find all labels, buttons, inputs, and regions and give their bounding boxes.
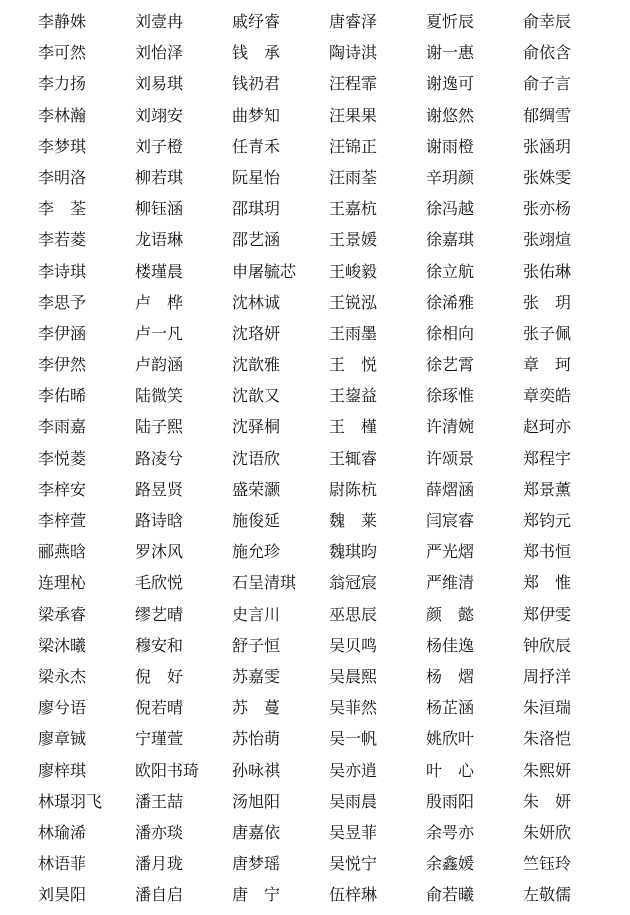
name-cell: 林瑜浠 — [38, 822, 87, 842]
name-cell: 叶 心 — [426, 760, 475, 780]
name-cell: 朱洹瑞 — [523, 698, 572, 718]
name-cell: 舒子恒 — [232, 635, 281, 655]
name-cell: 郑钧元 — [523, 511, 572, 530]
name-cell: 李梓萱 — [38, 511, 87, 530]
name-cell: 沈驿桐 — [232, 417, 281, 437]
name-cell: 苏怡萌 — [232, 729, 281, 749]
name-cell: 林璟羽飞 — [38, 791, 103, 811]
name-cell: 陶诗淇 — [329, 43, 378, 63]
name-cell: 卢韵涵 — [135, 355, 184, 375]
name-cell: 刘子橙 — [135, 136, 184, 156]
name-cell: 杨 熠 — [426, 666, 475, 686]
name-cell: 张子佩 — [523, 323, 572, 343]
name-cell: 施允珍 — [232, 542, 281, 562]
name-cell: 欧阳书琦 — [135, 760, 200, 780]
name-cell: 魏琪昀 — [329, 542, 378, 562]
name-cell: 汪锦正 — [329, 136, 378, 156]
name-cell: 廖章铖 — [38, 729, 87, 749]
name-cell: 朱 妍 — [523, 791, 572, 811]
name-cell: 张涵玥 — [523, 136, 572, 156]
name-cell: 刘易琪 — [135, 74, 184, 94]
name-cell: 邵琪玥 — [232, 199, 281, 219]
name-cell: 严维清 — [426, 573, 475, 593]
name-cell: 路诗晗 — [135, 511, 184, 530]
name-cell: 廖梓琪 — [38, 760, 87, 780]
name-cell: 杨芷涵 — [426, 698, 475, 718]
name-cell: 徐琢惟 — [426, 386, 475, 406]
name-row — [38, 567, 618, 598]
name-row — [38, 37, 618, 68]
name-cell: 徐浠雅 — [426, 292, 475, 312]
name-cell: 汪果果 — [329, 105, 378, 125]
name-cell: 曲梦知 — [232, 105, 281, 125]
name-cell: 张姝雯 — [523, 167, 572, 187]
name-cell: 郑伊雯 — [523, 604, 572, 624]
name-cell: 闫宸睿 — [426, 511, 475, 530]
name-cell: 郑程宇 — [523, 448, 572, 468]
name-cell: 周抒洋 — [523, 666, 572, 686]
name-row — [38, 536, 618, 567]
name-cell: 刘壹冉 — [135, 12, 184, 31]
name-cell: 杨佳逸 — [426, 635, 475, 655]
name-row — [38, 786, 618, 817]
name-cell: 廖兮语 — [38, 698, 87, 718]
name-cell: 龙语琳 — [135, 230, 184, 250]
name-cell: 谢悠然 — [426, 105, 475, 125]
name-cell: 王 悦 — [329, 355, 378, 375]
name-cell: 李诗琪 — [38, 261, 87, 281]
name-cell: 潘王喆 — [135, 791, 184, 811]
name-row — [38, 6, 618, 37]
name-row — [38, 879, 618, 910]
name-cell: 梁承睿 — [38, 604, 87, 624]
name-cell: 辛玥颜 — [426, 167, 475, 187]
name-cell: 楼瑾晨 — [135, 261, 184, 281]
name-cell: 薛熠涵 — [426, 479, 475, 499]
name-cell: 石呈清琪 — [232, 573, 297, 593]
name-cell: 唐梦瑶 — [232, 854, 281, 874]
name-cell: 章 珂 — [523, 355, 572, 375]
name-cell: 汤旭阳 — [232, 791, 281, 811]
name-cell: 邵艺涵 — [232, 230, 281, 250]
name-cell: 尉陈杭 — [329, 479, 378, 499]
name-cell: 翁冠宸 — [329, 573, 378, 593]
name-cell: 魏 莱 — [329, 511, 378, 530]
name-cell: 郑书恒 — [523, 542, 572, 562]
name-cell: 柳钰涵 — [135, 199, 184, 219]
name-cell: 李梦琪 — [38, 136, 87, 156]
name-cell: 沈珞妍 — [232, 323, 281, 343]
name-row — [38, 100, 618, 131]
name-cell: 陆子熙 — [135, 417, 184, 437]
name-row — [38, 723, 618, 754]
name-cell: 钟欣辰 — [523, 635, 572, 655]
name-cell: 郑景薰 — [523, 479, 572, 499]
name-cell: 施俊延 — [232, 511, 281, 530]
name-cell: 俞幸辰 — [523, 12, 572, 31]
name-cell: 郑 惟 — [523, 573, 572, 593]
name-cell: 刘昊阳 — [38, 885, 87, 905]
name-cell: 倪 好 — [135, 666, 184, 686]
name-cell: 吴昱菲 — [329, 822, 378, 842]
name-cell: 谢一惠 — [426, 43, 475, 63]
name-cell: 沈歆又 — [232, 386, 281, 406]
name-cell: 王辄睿 — [329, 448, 378, 468]
name-cell: 左敬儒 — [523, 885, 572, 905]
name-cell: 苏嘉雯 — [232, 666, 281, 686]
name-cell: 李可然 — [38, 43, 87, 63]
name-cell: 朱妍欣 — [523, 822, 572, 842]
name-cell: 伍梓琳 — [329, 885, 378, 905]
name-cell: 赵珂亦 — [523, 417, 572, 437]
name-cell: 李明洛 — [38, 167, 87, 187]
name-cell: 李思予 — [38, 292, 87, 312]
name-cell: 徐冯越 — [426, 199, 475, 219]
name-cell: 竺钰玲 — [523, 854, 572, 874]
name-cell: 孙咏祺 — [232, 760, 281, 780]
name-cell: 张亦杨 — [523, 199, 572, 219]
name-cell: 刘翊安 — [135, 105, 184, 125]
name-row — [38, 443, 618, 474]
name-cell: 张 玥 — [523, 292, 572, 312]
name-cell: 史言川 — [232, 604, 281, 624]
name-cell: 潘亦琰 — [135, 822, 184, 842]
name-row — [38, 318, 618, 349]
name-cell: 吴悦宁 — [329, 854, 378, 874]
name-row — [38, 68, 618, 99]
name-row — [38, 817, 618, 848]
name-cell: 沈歆雅 — [232, 355, 281, 375]
name-cell: 俞依含 — [523, 43, 572, 63]
name-cell: 申屠毓芯 — [232, 261, 297, 281]
name-cell: 阮星怡 — [232, 167, 281, 187]
name-cell: 吴贝鸣 — [329, 635, 378, 655]
name-cell: 王雨墨 — [329, 323, 378, 343]
name-cell: 宁瑾萱 — [135, 729, 184, 749]
name-cell: 李梓安 — [38, 479, 87, 499]
name-cell: 许颂景 — [426, 448, 475, 468]
name-cell: 唐嘉依 — [232, 822, 281, 842]
name-cell: 穆安和 — [135, 635, 184, 655]
name-cell: 朱洛恺 — [523, 729, 572, 749]
name-cell: 俞若曦 — [426, 885, 475, 905]
name-row — [38, 256, 618, 287]
name-row — [38, 692, 618, 723]
name-cell: 苏 蔓 — [232, 698, 281, 718]
name-cell: 路昱贤 — [135, 479, 184, 499]
name-cell: 张翊煊 — [523, 230, 572, 250]
name-row — [38, 848, 618, 879]
name-cell: 陆微笑 — [135, 386, 184, 406]
name-row — [38, 224, 618, 255]
name-cell: 李林瀚 — [38, 105, 87, 125]
name-cell: 王峻毅 — [329, 261, 378, 281]
name-cell: 李伊然 — [38, 355, 87, 375]
name-list-grid — [38, 6, 618, 910]
name-cell: 钱礽君 — [232, 74, 281, 94]
name-cell: 唐 宁 — [232, 885, 281, 905]
name-cell: 徐艺霄 — [426, 355, 475, 375]
name-cell: 章奕皓 — [523, 386, 572, 406]
name-row — [38, 630, 618, 661]
name-cell: 郁绸雪 — [523, 105, 572, 125]
name-cell: 沈语欣 — [232, 448, 281, 468]
name-cell: 姚欣叶 — [426, 729, 475, 749]
name-cell: 谢逸可 — [426, 74, 475, 94]
name-cell: 潘月珑 — [135, 854, 184, 874]
name-cell: 许清婉 — [426, 417, 475, 437]
name-cell: 李悦菱 — [38, 448, 87, 468]
name-cell: 刘怡泽 — [135, 43, 184, 63]
name-cell: 毛欣悦 — [135, 573, 184, 593]
name-row — [38, 755, 618, 786]
name-cell: 王景媛 — [329, 230, 378, 250]
name-row — [38, 474, 618, 505]
name-cell: 李静姝 — [38, 12, 87, 31]
name-cell: 俞子言 — [523, 74, 572, 94]
name-cell: 王 槿 — [329, 417, 378, 437]
name-cell: 王锐泓 — [329, 292, 378, 312]
name-cell: 柳若琪 — [135, 167, 184, 187]
name-cell: 缪艺晴 — [135, 604, 184, 624]
name-row — [38, 287, 618, 318]
name-cell: 殷雨阳 — [426, 791, 475, 811]
name-cell: 张佑琳 — [523, 261, 572, 281]
name-cell: 路凌兮 — [135, 448, 184, 468]
name-cell: 王鋆益 — [329, 386, 378, 406]
name-cell: 徐相向 — [426, 323, 475, 343]
name-cell: 吴一帆 — [329, 729, 378, 749]
name-cell: 郦燕晗 — [38, 542, 87, 562]
name-cell: 连理杺 — [38, 573, 87, 593]
name-cell: 李力扬 — [38, 74, 87, 94]
name-cell: 严光熠 — [426, 542, 475, 562]
name-cell: 钱 承 — [232, 43, 281, 63]
name-cell: 梁永杰 — [38, 666, 87, 686]
name-cell: 余鑫媛 — [426, 854, 475, 874]
name-cell: 谢雨橙 — [426, 136, 475, 156]
name-cell: 吴亦逍 — [329, 760, 378, 780]
name-row — [38, 380, 618, 411]
name-cell: 李佑晞 — [38, 386, 87, 406]
name-cell: 吴菲然 — [329, 698, 378, 718]
name-cell: 卢 桦 — [135, 292, 184, 312]
name-cell: 唐睿泽 — [329, 12, 378, 31]
name-cell: 林语菲 — [38, 854, 87, 874]
name-row — [38, 349, 618, 380]
name-row — [38, 599, 618, 630]
name-cell: 夏忻辰 — [426, 12, 475, 31]
name-cell: 吴晨熙 — [329, 666, 378, 686]
name-row — [38, 193, 618, 224]
name-cell: 李雨嘉 — [38, 417, 87, 437]
name-cell: 梁沐曦 — [38, 635, 87, 655]
name-cell: 巫思辰 — [329, 604, 378, 624]
name-row — [38, 411, 618, 442]
name-cell: 李伊涵 — [38, 323, 87, 343]
name-cell: 卢一凡 — [135, 323, 184, 343]
name-cell: 沈林诚 — [232, 292, 281, 312]
name-cell: 王嘉杭 — [329, 199, 378, 219]
name-cell: 任青禾 — [232, 136, 281, 156]
name-cell: 戚纾睿 — [232, 12, 281, 31]
name-cell: 朱熙妍 — [523, 760, 572, 780]
name-cell: 罗沐风 — [135, 542, 184, 562]
name-cell: 汪雨荃 — [329, 167, 378, 187]
name-row — [38, 162, 618, 193]
name-cell: 李 荃 — [38, 199, 87, 219]
name-cell: 徐立航 — [426, 261, 475, 281]
name-cell: 盛荣灏 — [232, 479, 281, 499]
name-cell: 颜 懿 — [426, 604, 475, 624]
name-cell: 汪程霏 — [329, 74, 378, 94]
name-cell: 李若菱 — [38, 230, 87, 250]
name-cell: 余咢亦 — [426, 822, 475, 842]
name-cell: 倪若晴 — [135, 698, 184, 718]
name-row — [38, 131, 618, 162]
name-row — [38, 505, 618, 536]
name-cell: 徐嘉琪 — [426, 230, 475, 250]
name-cell: 潘自启 — [135, 885, 184, 905]
name-row — [38, 661, 618, 692]
name-cell: 吴雨晨 — [329, 791, 378, 811]
